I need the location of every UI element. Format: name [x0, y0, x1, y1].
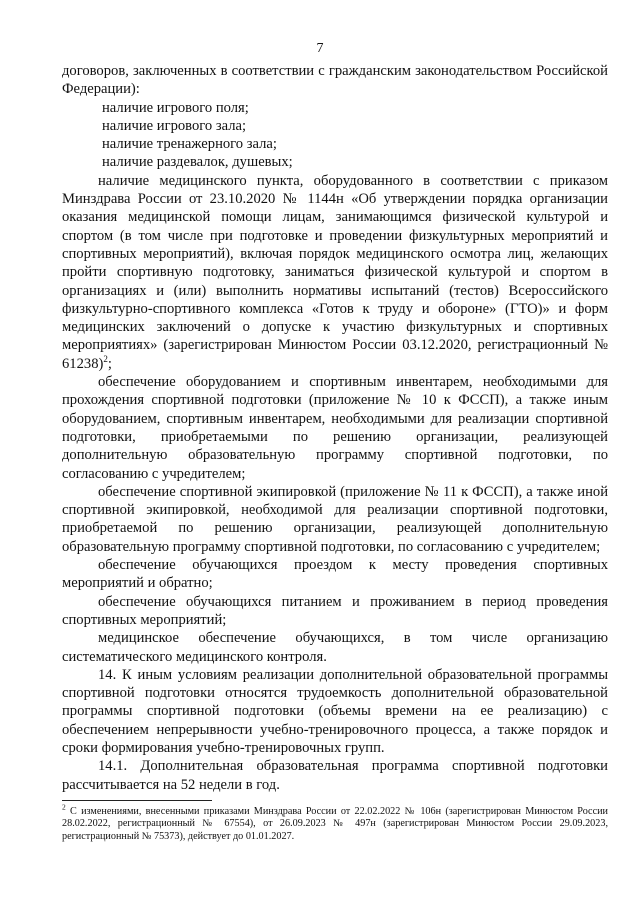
footnote	[62, 802, 608, 843]
list-item: наличие игрового зала;	[102, 117, 247, 134]
page-number: 7	[316, 41, 324, 56]
paragraph-text: наличие медицинского пункта, оборудованного в соответствии с приказом Минздрава России от 23.10.2020 № 1144н «Об утверждении порядка организации оказания медицинской помощи лицам, занимающимся физической культурой и спортом (в том числе при подготовке и проведении физкультурных мероприятий и спортивных мероприятий), включая порядок медицинского осмотра лиц, желающих пройти спортивную подготовку, заниматься физической культурой и спортом в организациях и (или) выполнить нормативы испытаний (тестов) Всероссийского физкультурно-спортивного комплекса «Готов к труду и обороне» (ГТО)» и форм медицинских заключений о допуске к участию физкультурных и спортивных мероприятиях» (зарегистрирован Минюстом России 03.12.2020, регистрационный № 61238)	[62, 172, 608, 372]
list-item: наличие тренажерного зала;	[102, 136, 277, 153]
footnote-reference: 2	[103, 353, 108, 364]
paragraph-meals: обеспечение обучающихся питанием и проживанием в период проведения спортивных мероприятий;	[62, 593, 608, 628]
paragraph-equipment: обеспечение оборудованием и спортивным инвентарем, необходимыми для прохождения спортивной подготовки (приложение № 10 к ФССП), а также иным оборудованием, спортивным инвентарем, необходимыми для реализации спортивной подготовки, приобретаемыми по решению организации, реализующей дополнительную образовательную программу спортивной подготовки, по согласованию с учредителем;	[62, 374, 608, 482]
document-body	[62, 62, 608, 794]
paragraph-travel: обеспечение обучающихся проездом к месту проведения спортивных мероприятий и обратно;	[62, 557, 608, 592]
footnote-marker: 2	[62, 802, 66, 812]
paragraph-medical-support: медицинское обеспечение обучающихся, в том числе организацию систематического медицинского контроля.	[62, 630, 608, 665]
paragraph-continuation: договоров, заключенных в соответствии с гражданским законодательством Российской Федерации):	[62, 63, 608, 98]
paragraph-section-14-1: 14.1. Дополнительная образовательная программа спортивной подготовки рассчитывается на 52 недели в год.	[62, 758, 608, 793]
list-item: наличие игрового поля;	[102, 99, 249, 116]
paragraph-section-14: 14. К иным условиям реализации дополнительной образовательной программы спортивной подготовки относятся трудоемкость дополнительной образовательной программы спортивной подготовки (объемы времени на ее реализацию) с обеспечением непрерывности учебно-тренировочного процесса, а также порядок и сроки формирования учебно-тренировочных групп.	[62, 666, 608, 756]
paragraph-medical-point	[62, 172, 608, 373]
list-item: наличие раздевалок, душевых;	[102, 154, 293, 171]
footnote-text: С изменениями, внесенными приказами Минздрава России от 22.02.2022 № 106н (зарегистрирован Минюстом России 28.02.2022, регистрационный № 67554), от 26.09.2023 № 497н (зарегистрирован Минюстом России 29.09.2023, регистрационный № 75373), действует до 01.01.2027.	[62, 806, 608, 842]
paragraph-sports-gear: обеспечение спортивной экипировкой (приложение № 11 к ФССП), а также иной спортивной экипировкой, необходимой для реализации спортивной подготовки, приобретаемой по решению организации, реализующей дополнительную образовательную программу спортивной подготовки, по согласованию с учредителем;	[62, 483, 608, 555]
footnote-divider	[62, 800, 212, 801]
paragraph-end: ;	[107, 355, 112, 372]
